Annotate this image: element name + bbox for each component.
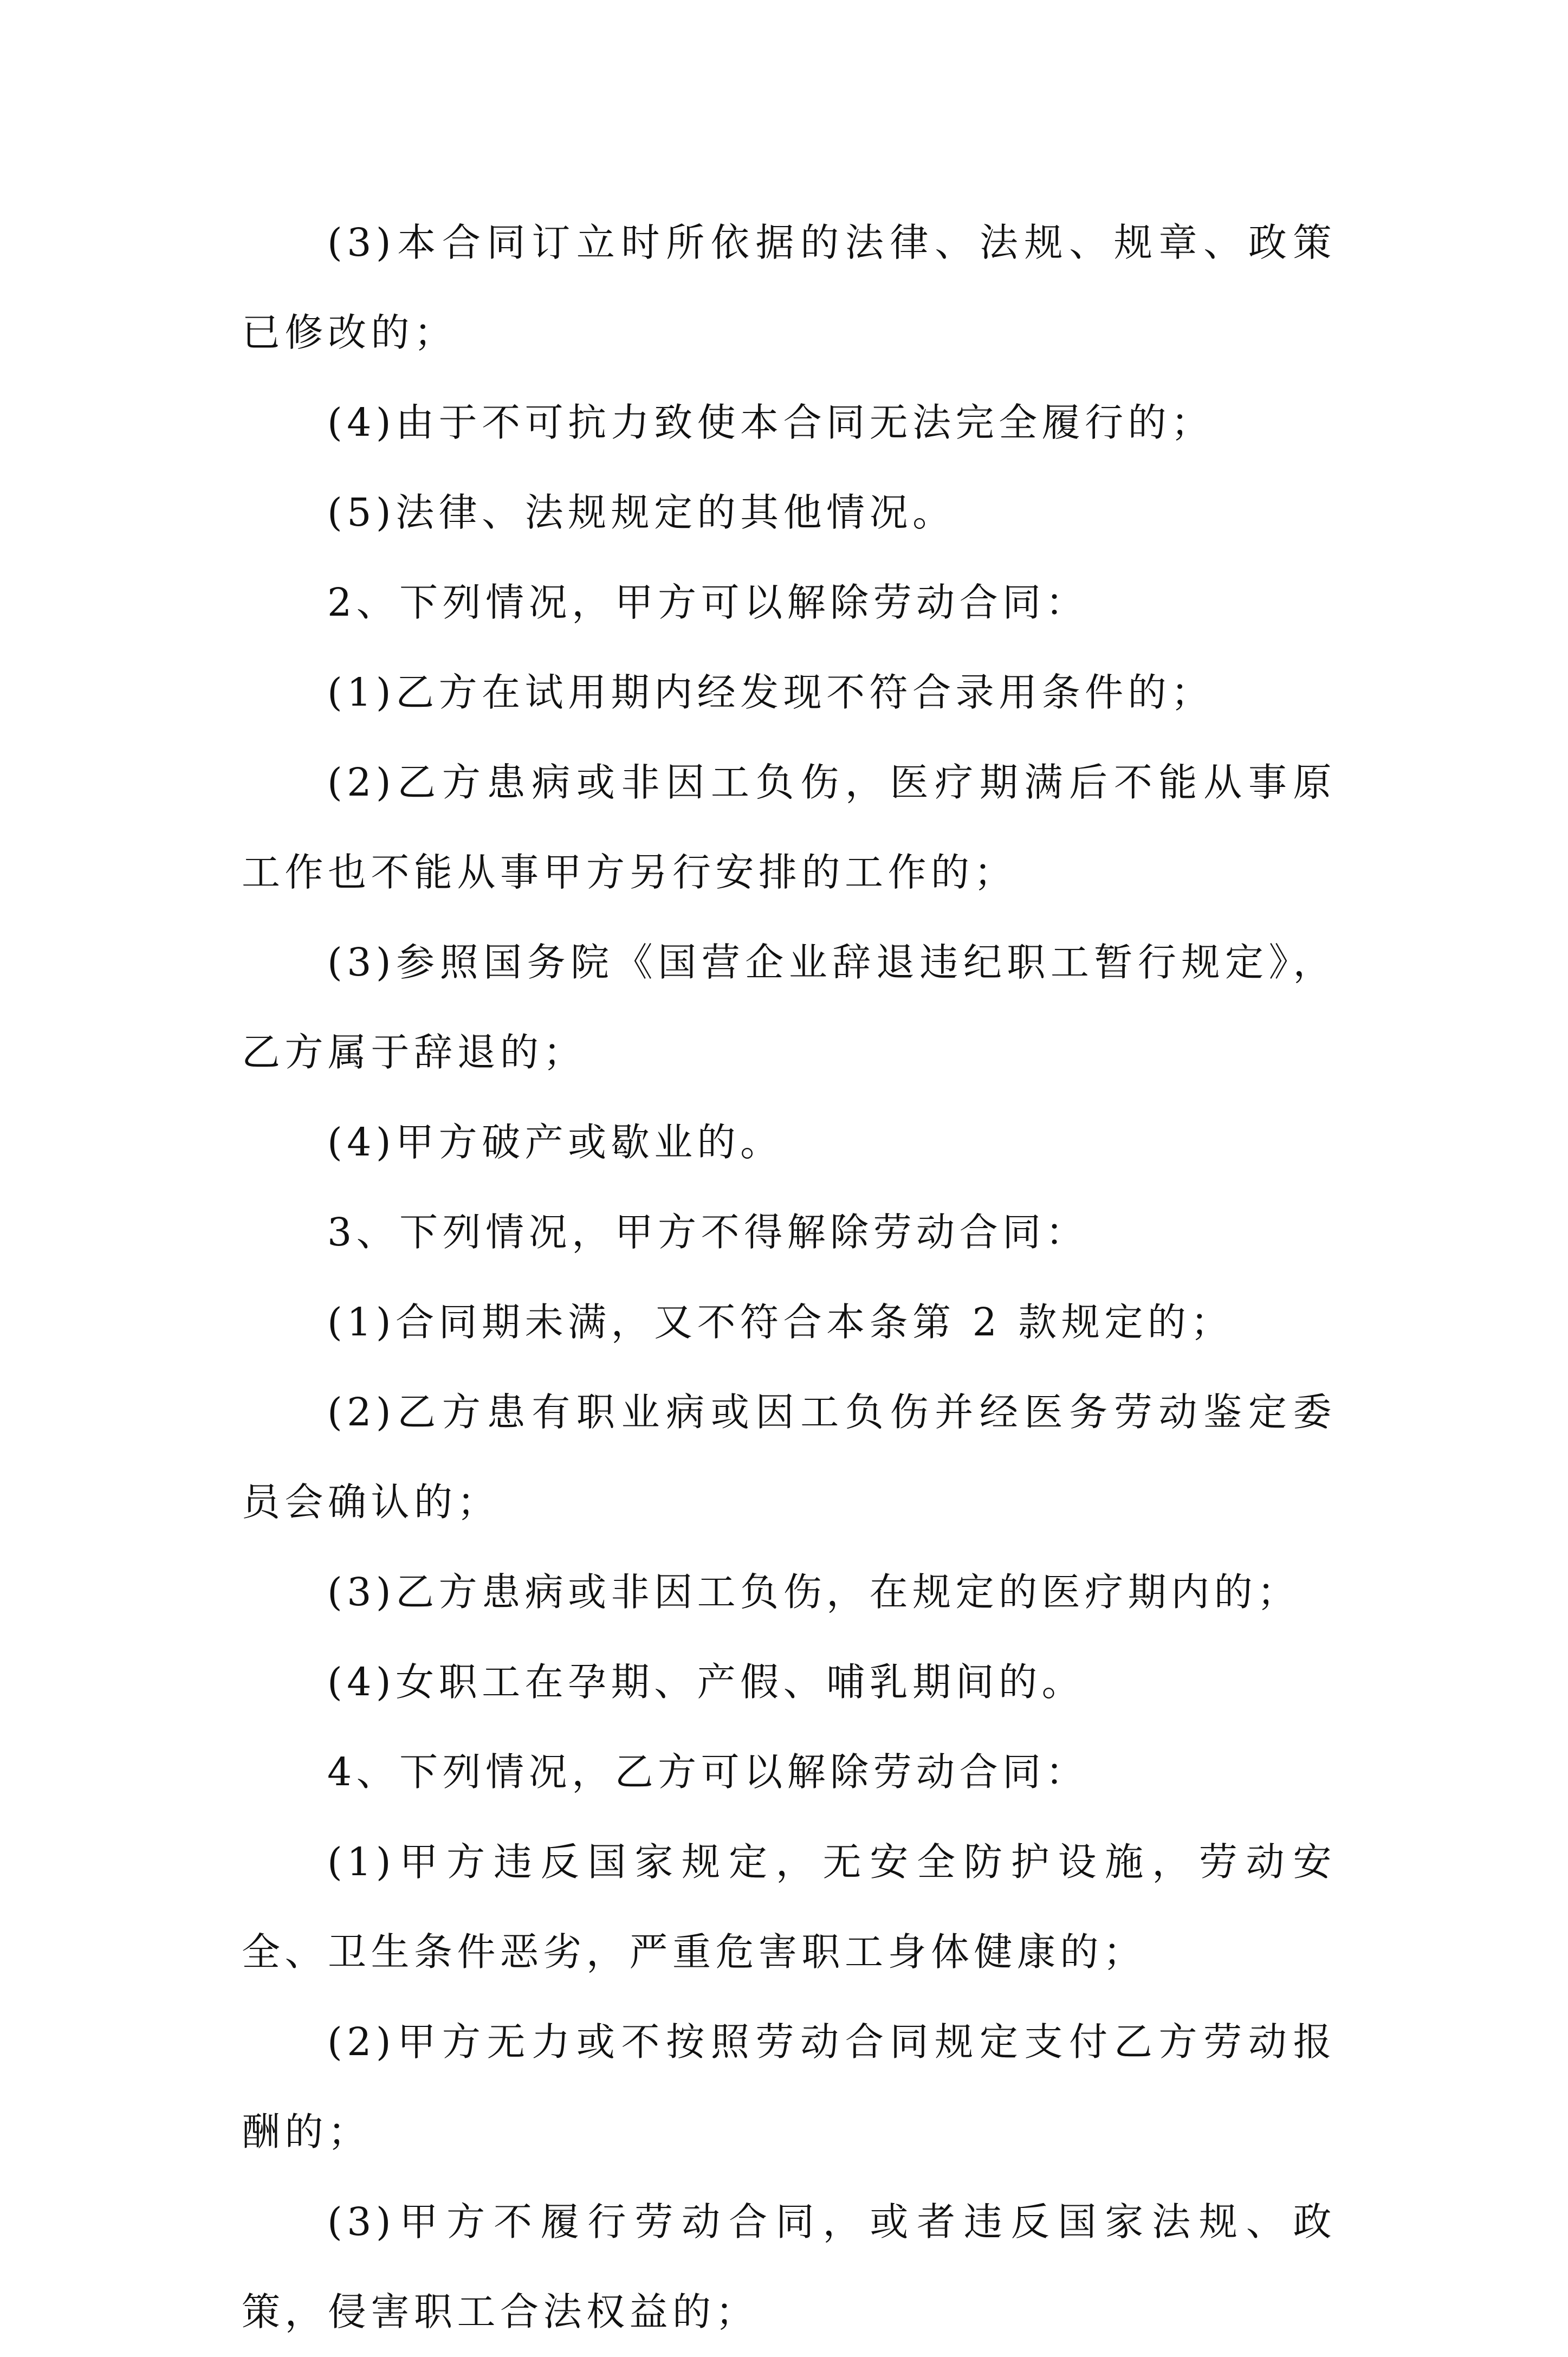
paragraph-medical-period: (3)乙方患病或非因工负伤，在规定的医疗期内的； [327,1570,1300,1615]
paragraph-pregnancy-maternity: (4)女职工在孕期、产假、哺乳期间的。 [327,1659,1085,1704]
paragraph-bankruptcy: (4)甲方破产或歇业的。 [327,1120,783,1165]
paragraph-unsafe-conditions: (1)甲方违反国家规定，无安全防护设施，劳动安全、卫生条件恶劣，严重危害职工身体健康的； [242,1839,1336,1974]
paragraph-termination-law-change: (3)本合同订立时所依据的法律、法规、规章、政策已修改的； [242,220,1336,355]
heading-employer-may-terminate: 2、下列情况，甲方可以解除劳动合同： [327,580,1089,625]
paragraph-force-majeure: (4)由于不可抗力致使本合同无法完全履行的； [327,400,1214,445]
paragraph-rights-violation: (3)甲方不履行劳动合同，或者违反国家法规、政策，侵害职工合法权益的； [242,2199,1336,2334]
paragraph-other-legal-cases: (5)法律、法规规定的其他情况。 [327,490,956,535]
contract-clause-text [242,198,1336,2357]
paragraph-dismissal-regulation: (3)参照国务院《国营企业辞退违纪职工暂行规定》，乙方属于辞退的； [242,940,1336,1075]
paragraph-unpaid-wages: (2)甲方无力或不按照劳动合同规定支付乙方劳动报酬的； [242,2019,1336,2154]
heading-employee-may-terminate: 4、下列情况，乙方可以解除劳动合同： [327,1749,1089,1794]
paragraph-probation-unqualified: (1)乙方在试用期内经发现不符合录用条件的； [327,670,1214,715]
paragraph-contract-not-expired: (1)合同期未满，又不符合本条第 2 款规定的； [327,1300,1234,1345]
heading-employer-may-not-terminate: 3、下列情况，甲方不得解除劳动合同： [327,1210,1089,1255]
paragraph-illness-unable-work: (2)乙方患病或非因工负伤，医疗期满后不能从事原工作也不能从事甲方另行安排的工作的； [242,760,1336,895]
paragraph-occupational-disease: (2)乙方患有职业病或因工负伤并经医务劳动鉴定委员会确认的； [242,1390,1336,1525]
